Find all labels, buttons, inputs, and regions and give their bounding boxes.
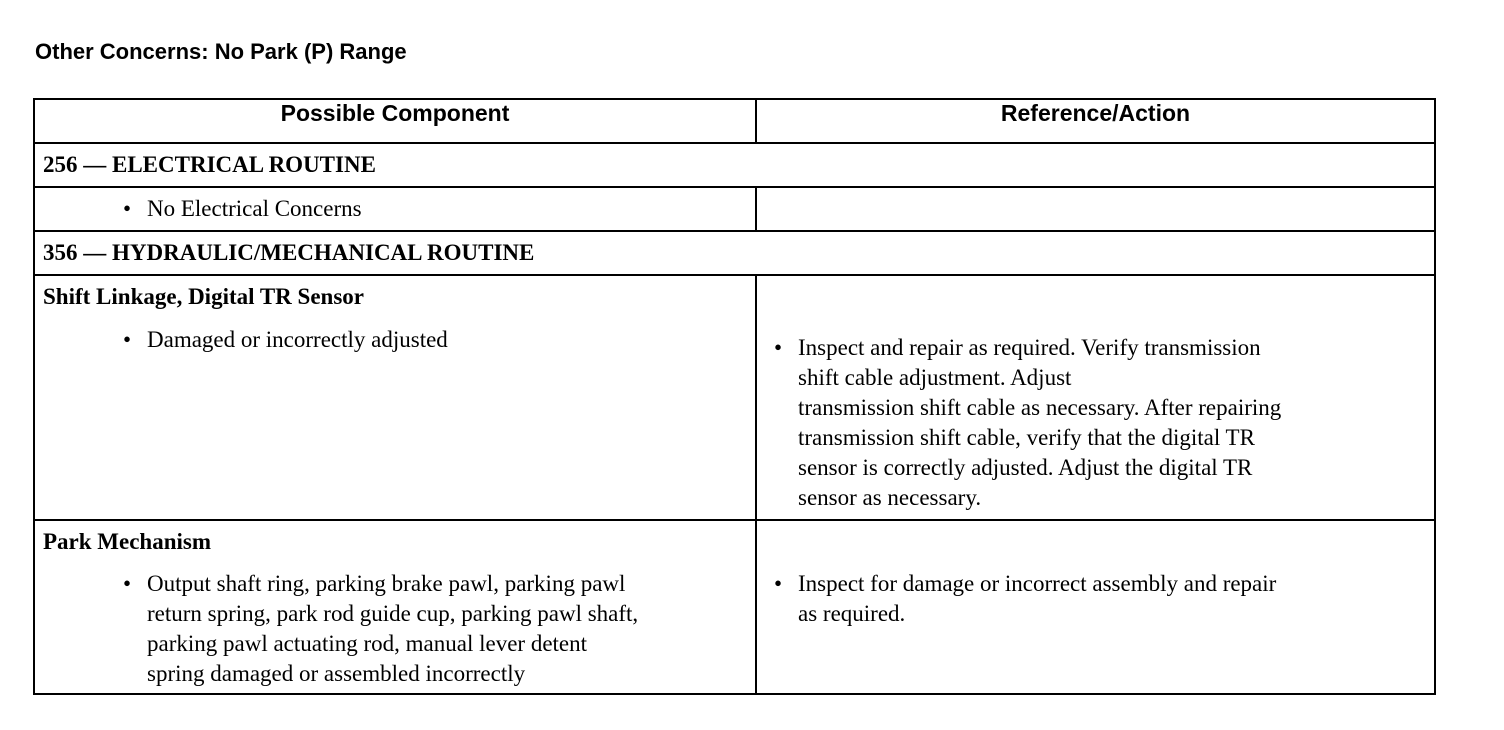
bullet-icon: • — [123, 196, 132, 221]
concerns-table — [33, 98, 1436, 695]
routine-heading-hydraulic: 356 — HYDRAULIC/MECHANICAL ROUTINE — [34, 231, 1435, 275]
action-text: Inspect for damage or incorrect assembly and repair as required. — [798, 571, 1277, 626]
bullet-icon: • — [123, 327, 132, 352]
list-item — [757, 521, 1434, 629]
component-cell — [34, 520, 756, 694]
routine-row-electrical — [34, 143, 1435, 187]
action-cell — [756, 187, 1435, 231]
header-possible-component: Possible Component — [34, 99, 756, 143]
routine-heading-electrical: 256 — ELECTRICAL ROUTINE — [34, 143, 1435, 187]
bullet-icon: • — [123, 571, 132, 596]
page-title: Other Concerns: No Park (P) Range — [35, 39, 407, 64]
component-cell — [34, 275, 756, 520]
table-row — [34, 275, 1435, 520]
component-text: No Electrical Concerns — [147, 196, 362, 221]
component-cell — [34, 187, 756, 231]
action-text: Inspect and repair as required. Verify transmission shift cable adjustment. Adjust transmission shift cable as necessary. After repairing transmission shift cable, verify that the digital TR sensor is correctly adjusted. Adjust the digital TR sensor as necessary. — [798, 335, 1282, 510]
list-item — [757, 276, 1434, 519]
bullet-icon: • — [774, 571, 783, 596]
list-item — [35, 188, 755, 224]
component-text: Damaged or incorrectly adjusted — [147, 327, 448, 352]
table-row — [34, 187, 1435, 231]
routine-row-hydraulic — [34, 231, 1435, 275]
component-text: Output shaft ring, parking brake pawl, parking pawl return spring, park rod guide cup, parking pawl shaft, parking pawl actuating rod, manual lever detent spring damaged or assembled incorrectly — [147, 571, 639, 686]
bullet-icon: • — [774, 335, 783, 360]
table-header-row — [34, 99, 1435, 143]
list-item — [35, 557, 755, 693]
action-cell — [756, 520, 1435, 694]
header-reference-action: Reference/Action — [756, 99, 1435, 143]
component-group-heading: Shift Linkage, Digital TR Sensor — [43, 284, 364, 309]
action-cell — [756, 275, 1435, 520]
list-item — [35, 312, 755, 355]
component-group-heading: Park Mechanism — [43, 529, 212, 554]
table-row — [34, 520, 1435, 694]
